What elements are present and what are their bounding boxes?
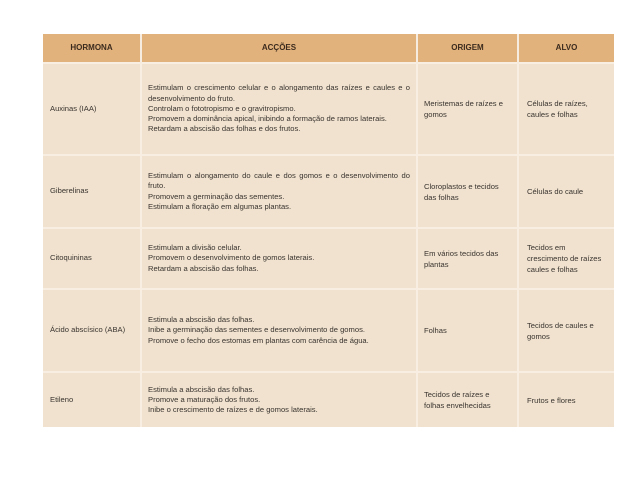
table-row bbox=[43, 228, 614, 289]
actions-cell bbox=[141, 372, 417, 427]
origin-cell: Tecidos de raízes e folhas envelhecidas bbox=[417, 372, 518, 427]
action-line: Controlam o fototropismo e o gravitropismo. bbox=[148, 103, 296, 113]
table-row bbox=[43, 155, 614, 228]
origin-cell: Folhas bbox=[417, 289, 518, 372]
target-cell: Frutos e flores bbox=[518, 372, 614, 427]
action-line: Estimulam a divisão celular. bbox=[148, 243, 242, 253]
table-row bbox=[43, 372, 614, 427]
target-cell: Células de raízes, caules e folhas bbox=[518, 63, 614, 155]
action-line: Retardam a abscisão das folhas. bbox=[148, 263, 259, 273]
action-line: Estimulam a floração em algumas plantas. bbox=[148, 201, 292, 211]
hormone-name: Auxinas (IAA) bbox=[43, 63, 141, 155]
target-cell: Células do caule bbox=[518, 155, 614, 228]
action-line: Estimula a abscisão das folhas. bbox=[148, 384, 255, 394]
hormone-name: Etileno bbox=[43, 372, 141, 427]
hormone-name: Giberelinas bbox=[43, 155, 141, 228]
action-line: Estimulam o crescimento celular e o alongamento das raízes e caules e o desenvolvimento do fruto. bbox=[148, 83, 410, 103]
action-line: Inibe a germinação das sementes e desenvolvimento de gomos. bbox=[148, 325, 365, 335]
action-line: Inibe o crescimento de raízes e de gomos laterais. bbox=[148, 405, 318, 415]
table-header-row bbox=[43, 34, 614, 63]
origin-cell: Meristemas de raízes e gomos bbox=[417, 63, 518, 155]
origin-cell: Em vários tecidos das plantas bbox=[417, 228, 518, 289]
plant-hormones-table bbox=[43, 34, 614, 427]
target-cell: Tecidos de caules e gomos bbox=[518, 289, 614, 372]
table-row bbox=[43, 289, 614, 372]
action-line: Estimula a abscisão das folhas. bbox=[148, 315, 255, 325]
actions-cell bbox=[141, 289, 417, 372]
actions-cell bbox=[141, 63, 417, 155]
header-alvo: ALVO bbox=[518, 34, 614, 63]
action-line: Promove a maturação dos frutos. bbox=[148, 394, 261, 404]
header-accoes: ACÇÕES bbox=[141, 34, 417, 63]
header-hormona: HORMONA bbox=[43, 34, 141, 63]
action-line: Retardam a abscisão das folhas e dos frutos. bbox=[148, 124, 301, 134]
actions-cell bbox=[141, 155, 417, 228]
header-origem: ORIGEM bbox=[417, 34, 518, 63]
hormone-name: Citoquininas bbox=[43, 228, 141, 289]
table-row bbox=[43, 63, 614, 155]
hormone-name: Ácido abscísico (ABA) bbox=[43, 289, 141, 372]
action-line: Promove o fecho dos estomas em plantas com carência de água. bbox=[148, 335, 369, 345]
action-line: Promovem o desenvolvimento de gomos laterais. bbox=[148, 253, 315, 263]
origin-cell: Cloroplastos e tecidos das folhas bbox=[417, 155, 518, 228]
action-line: Promovem a dominância apical, inibindo a formação de ramos laterais. bbox=[148, 114, 387, 124]
actions-cell bbox=[141, 228, 417, 289]
action-line: Estimulam o alongamento do caule e dos gomos e o desenvolvimento do fruto. bbox=[148, 171, 410, 191]
target-cell: Tecidos em crescimento de raízes caules e folhas bbox=[518, 228, 614, 289]
action-line: Promovem a germinação das sementes. bbox=[148, 191, 285, 201]
